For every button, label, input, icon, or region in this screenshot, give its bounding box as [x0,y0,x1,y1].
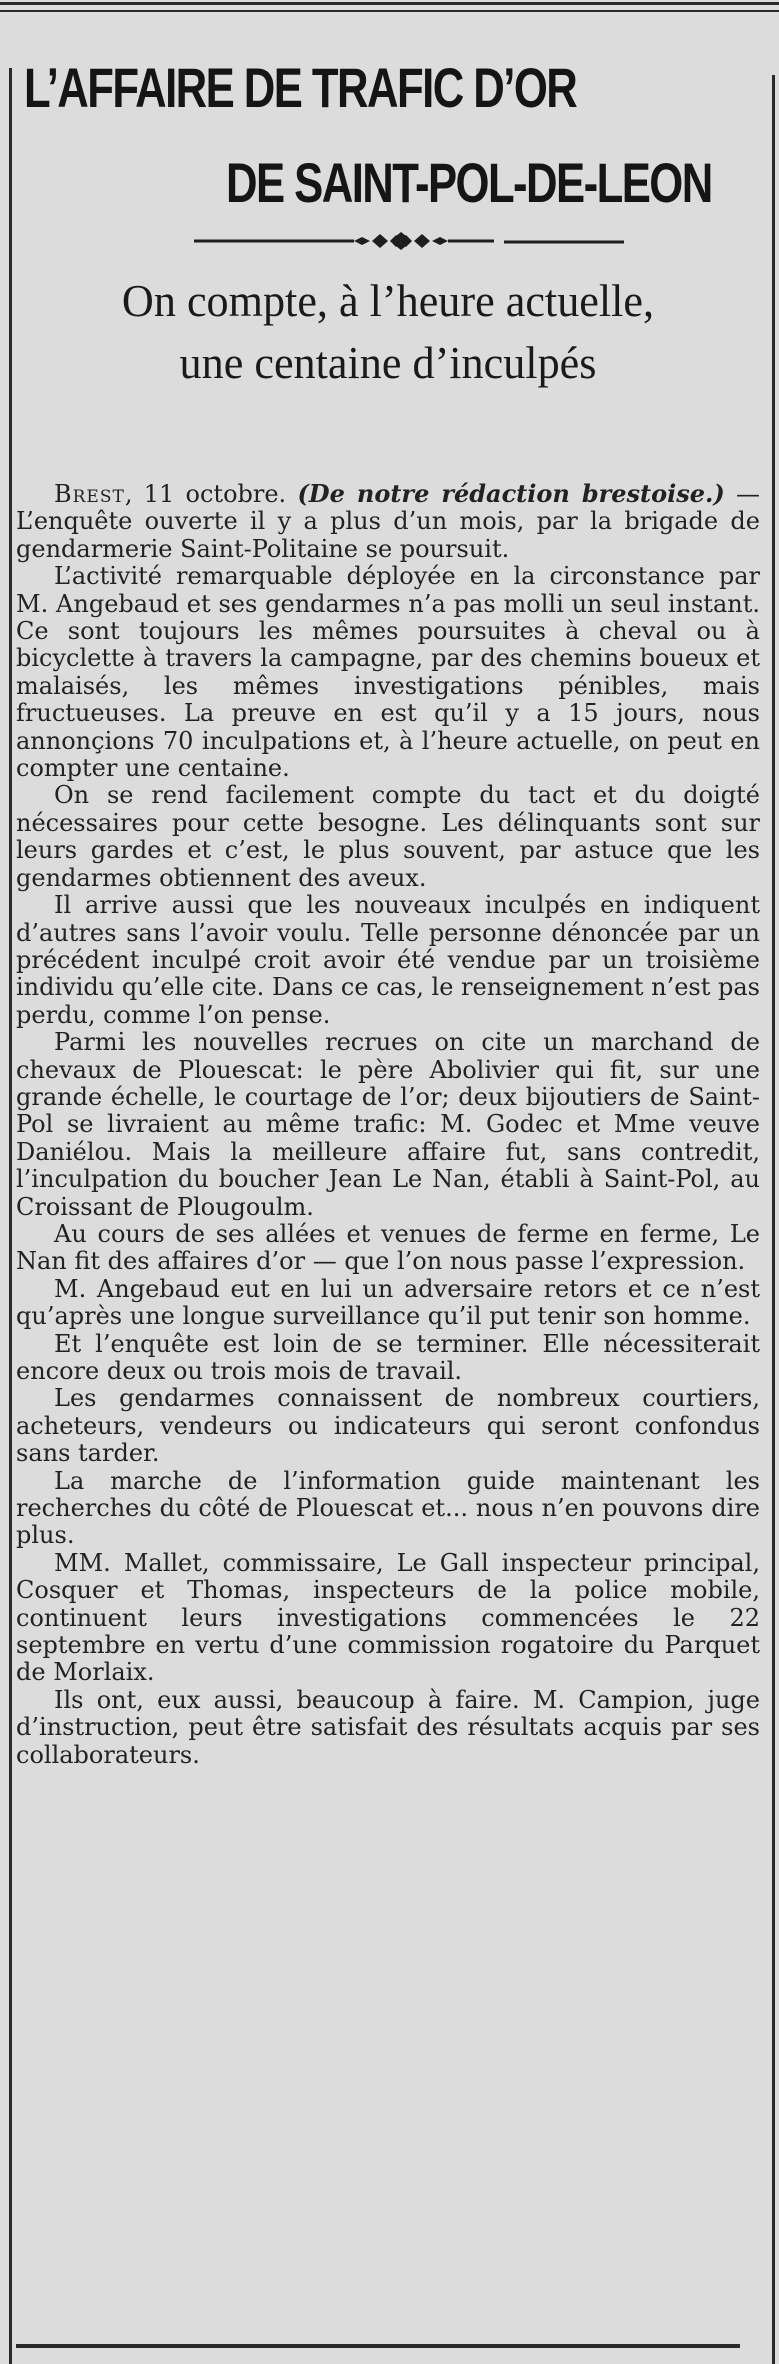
paragraph: L’activité remarquable déployée en la circonstance par M. Angebaud et ses gendarmes n’a pas molli un seul instant. Ce sont toujours les mêmes poursuites à cheval ou à bicyclette à travers la campagne, par des chemins boueux et malaisés, les mêmes investigations pénibles, mais fructueuses. La preuve en est qu’il y a 15 jours, nous annonçions 70 inculpations et, à l’heure actuelle, on peut en compter une centaine. [16,562,760,783]
paragraph: Il arrive aussi que les nouveaux inculpés en indiquent d’autres sans l’avoir voulu. Telle personne dénoncée par un précédent inculpé croit avoir été vendue par un troisième individu qu’elle cite. Dans ce cas, le renseignement n’est pas perdu, comme l’on pense. [16,891,760,1029]
paragraph: Ils ont, eux aussi, beaucoup à faire. M. Campion, juge d’instruction, peut être satisfait des résultats acquis par ses collaborateurs. [16,1685,760,1769]
dateline-paragraph [16,480,760,563]
paragraph: On se rend facilement compte du tact et du doigté nécessaires pour cette besogne. Les délinquants sont sur leurs gardes et c’est, le plus souvent, par astuce que les gendarmes obtiennent des aveux. [16,781,760,892]
headline-line-2: DE SAINT-POL-DE-LEON [226,151,712,214]
paragraph: Les gendarmes connaissent de nombreux courtiers, acheteurs, vendeurs ou indicateurs qui seront confondus sans tarder. [16,1384,760,1468]
left-column-rule [9,68,12,2364]
article-body [16,480,760,1769]
paragraph: MM. Mallet, commissaire, Le Gall inspecteur principal, Cosquer et Thomas, inspecteurs de la police mobile, continuent leurs investigations commencées le 22 septembre en vertu d’une commission rogatoire du Parquet de Morlaix. [16,1548,760,1687]
subheadline-line-1: On compte, à l’heure actuelle, [121,275,655,326]
dateline-place: Brest [54,480,125,508]
end-of-article-rule [16,2344,740,2348]
headline-line-1: L’AFFAIRE DE TRAFIC D’OR [24,56,577,119]
paragraph: La marche de l’information guide maintenant les recherches du côté de Plouescat et... nous n’en pouvons dire plus. [16,1466,760,1550]
dateline-date: , 11 octobre. [124,480,298,508]
paragraph: Parmi les nouvelles recrues on cite un marchand de chevaux de Plouescat: le père Abolivier qui fit, sur une grande échelle, le courtage de l’or; deux bijoutiers de Saint-Pol se livraient au même trafic: M. Godec et Mme veuve Daniélou. Mais la meilleure affaire fut, sans contredit, l’inculpation du boucher Jean Le Nan, établi à Saint-Pol, au Croissant de Plougoulm. [16,1028,760,1221]
lead-sentence: — L’enquête ouverte il y a plus d’un mois, par la brigade de gendarmerie Saint-Politaine se poursuit. [16,480,760,563]
top-column-rule [0,2,779,12]
right-column-rule [772,75,775,2364]
ornament-divider-icon [194,230,624,250]
paragraph: Et l’enquête est loin de se terminer. Elle nécessiterait encore deux ou trois mois de travail. [16,1329,760,1385]
subheadline [31,270,745,394]
paragraph: M. Angebaud eut en lui un adversaire retors et ce n’est qu’après une longue surveillance qu’il put tenir son homme. [16,1274,760,1331]
dateline-source: (De notre rédaction brestoise.) [297,479,725,508]
subheadline-line-2: une centaine d’inculpés [179,337,597,388]
paragraph: Au cours de ses allées et venues de ferme en ferme, Le Nan fit des affaires d’or — que l’on nous passe l’expression. [16,1219,760,1276]
